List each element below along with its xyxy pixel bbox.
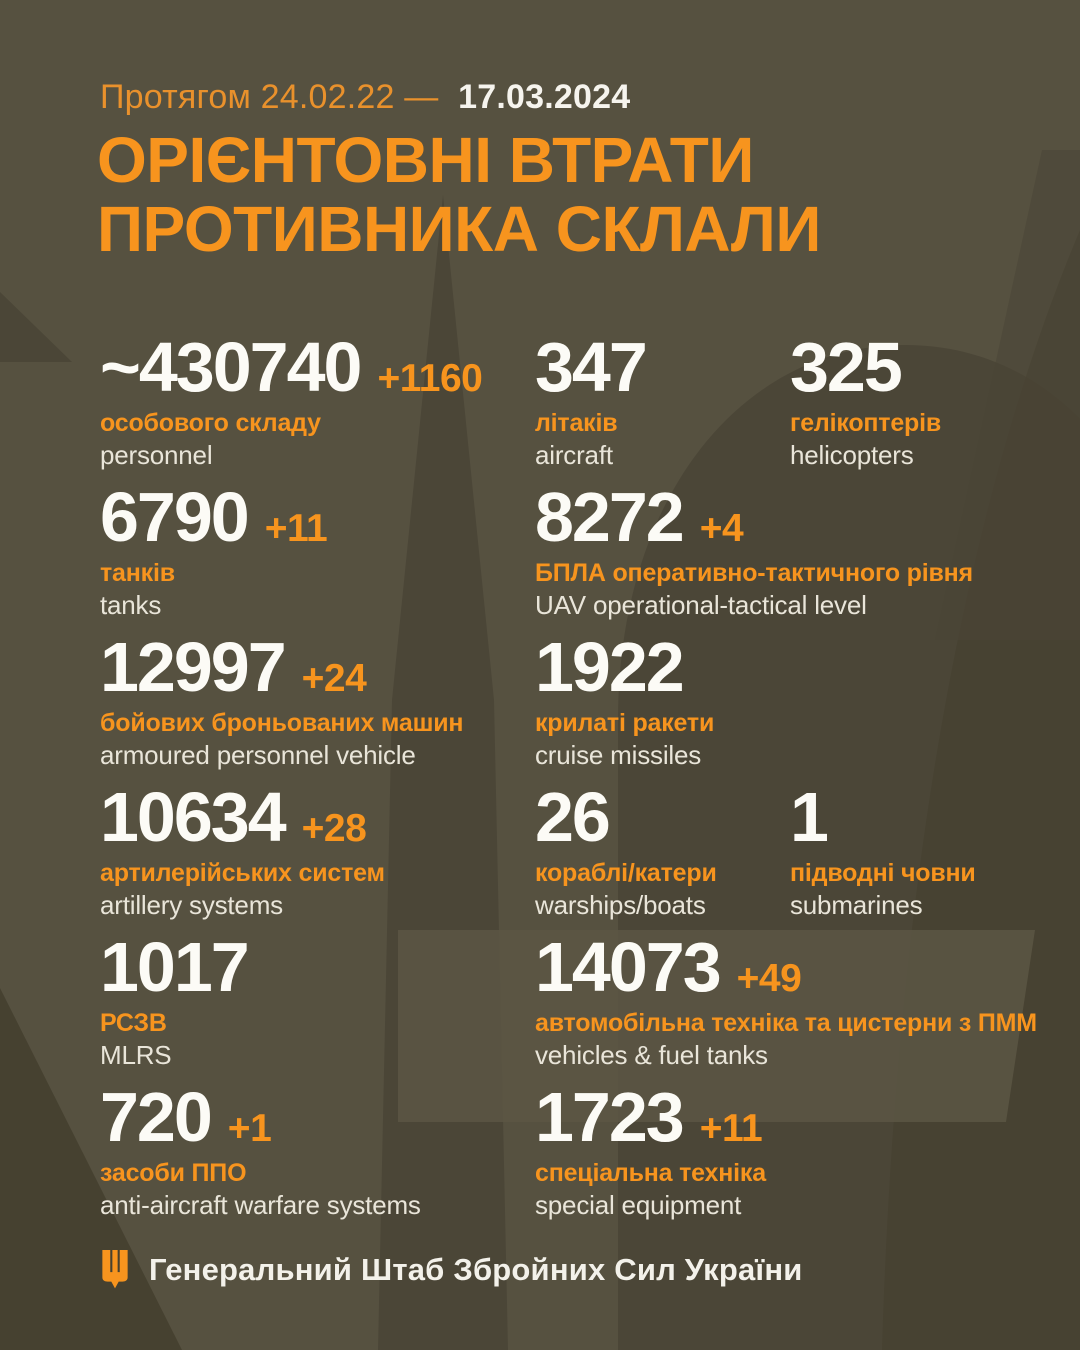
stat-value-row [535,930,1050,1004]
stat-label-en: aircraft [535,439,613,470]
stat-label-uk: автомобільна техніка та цистерни з ПММ [535,1009,1037,1037]
stat-label-uk: літаків [535,409,618,437]
stat-value: 720 [100,1078,211,1156]
stat-value-row [535,480,1050,554]
stat-item [100,480,535,630]
stat-value: 6790 [100,478,248,556]
page-title-line2: ПРОТИВНИКА СКЛАЛИ [97,193,821,266]
stat-label-en: personnel [100,439,213,470]
stat-value-row [535,630,1050,704]
stat-item [100,1080,535,1230]
stat-label-uk: артилерійських систем [100,859,385,887]
stat-delta: +11 [699,1107,763,1150]
stat-label-en: vehicles & fuel tanks [535,1039,768,1070]
stat-value-row [100,480,535,554]
stat-item [100,330,535,480]
stat-label-en: cruise missiles [535,739,702,770]
stat-item [790,780,1050,930]
stat-label-en: artillery systems [100,889,283,920]
stat-label-en: MLRS [100,1039,172,1070]
stat-value: 12997 [100,628,285,706]
stat-delta: +28 [301,807,367,850]
stat-value: 1 [790,778,827,856]
stat-label-uk: танків [100,559,175,587]
stat-item [535,630,1050,780]
stat-value: ~430740 [100,328,361,406]
stat-delta: +24 [301,657,367,700]
stat-value: 14073 [535,928,720,1006]
stat-label-uk: засоби ППО [100,1159,247,1187]
stat-delta: +11 [264,507,328,550]
stat-value: 10634 [100,778,285,856]
stat-value-row [100,1080,535,1154]
stat-delta: +1 [227,1107,272,1150]
stat-value-row [100,630,535,704]
stat-label-en: armoured personnel vehicle [100,739,416,770]
stat-item [100,780,535,930]
stat-label-uk: бойових броньованих машин [100,709,464,737]
stat-value-row [535,780,790,854]
stat-label-en: tanks [100,589,162,620]
stat-label-uk: особового складу [100,409,321,437]
stat-value: 347 [535,328,646,406]
stat-item [535,330,790,480]
stat-delta: +4 [699,507,744,550]
stat-value-row [100,330,535,404]
stat-item [790,330,1050,480]
stat-item [535,780,790,930]
stat-value-row [535,1080,1050,1154]
stat-label-uk: спеціальна техніка [535,1159,766,1187]
date-range-period: Протягом 24.02.22 — [100,78,439,116]
stat-value-row [100,780,535,854]
page-title [97,126,821,264]
stat-value: 1922 [535,628,683,706]
stat-label-uk: крилаті ракети [535,709,715,737]
stat-label-en: submarines [790,889,923,920]
stat-item [100,930,535,1080]
stat-item [100,630,535,780]
stat-label-uk: БПЛА оперативно-тактичного рівня [535,559,973,587]
stat-value-row [790,780,1050,854]
stat-label-en: special equipment [535,1189,742,1220]
stat-value-row [535,330,790,404]
stat-value: 8272 [535,478,683,556]
stat-label-uk: гелікоптерів [790,409,942,437]
stat-label-en: helicopters [790,439,914,470]
stat-delta: +49 [736,957,802,1000]
stat-value-row [790,330,1050,404]
stat-item [535,930,1050,1080]
stat-value-row [100,930,535,1004]
footer-organization: Генеральний Штаб Збройних Сил України [149,1252,803,1287]
stat-label-uk: РСЗВ [100,1009,167,1037]
stat-delta: +1160 [377,357,483,400]
trident-icon [100,1250,130,1290]
stat-label-en: UAV operational-tactical level [535,589,867,620]
page-title-line1: ОРІЄНТОВНІ ВТРАТИ [97,124,754,196]
stat-value: 1017 [100,928,248,1006]
stat-label-uk: підводні човни [790,859,976,887]
stat-value: 26 [535,778,609,856]
stat-value: 325 [790,328,901,406]
stat-label-en: anti-aircraft warfare systems [100,1189,421,1220]
stat-label-en: warships/boats [535,889,706,920]
date-range [100,78,630,117]
footer [100,1250,803,1290]
stat-item [535,1080,1050,1230]
stats-grid [100,330,1050,1230]
stat-value: 1723 [535,1078,683,1156]
date-range-report-date: 17.03.2024 [458,78,631,116]
stat-item [535,480,1050,630]
stat-label-uk: кораблі/катери [535,859,717,887]
